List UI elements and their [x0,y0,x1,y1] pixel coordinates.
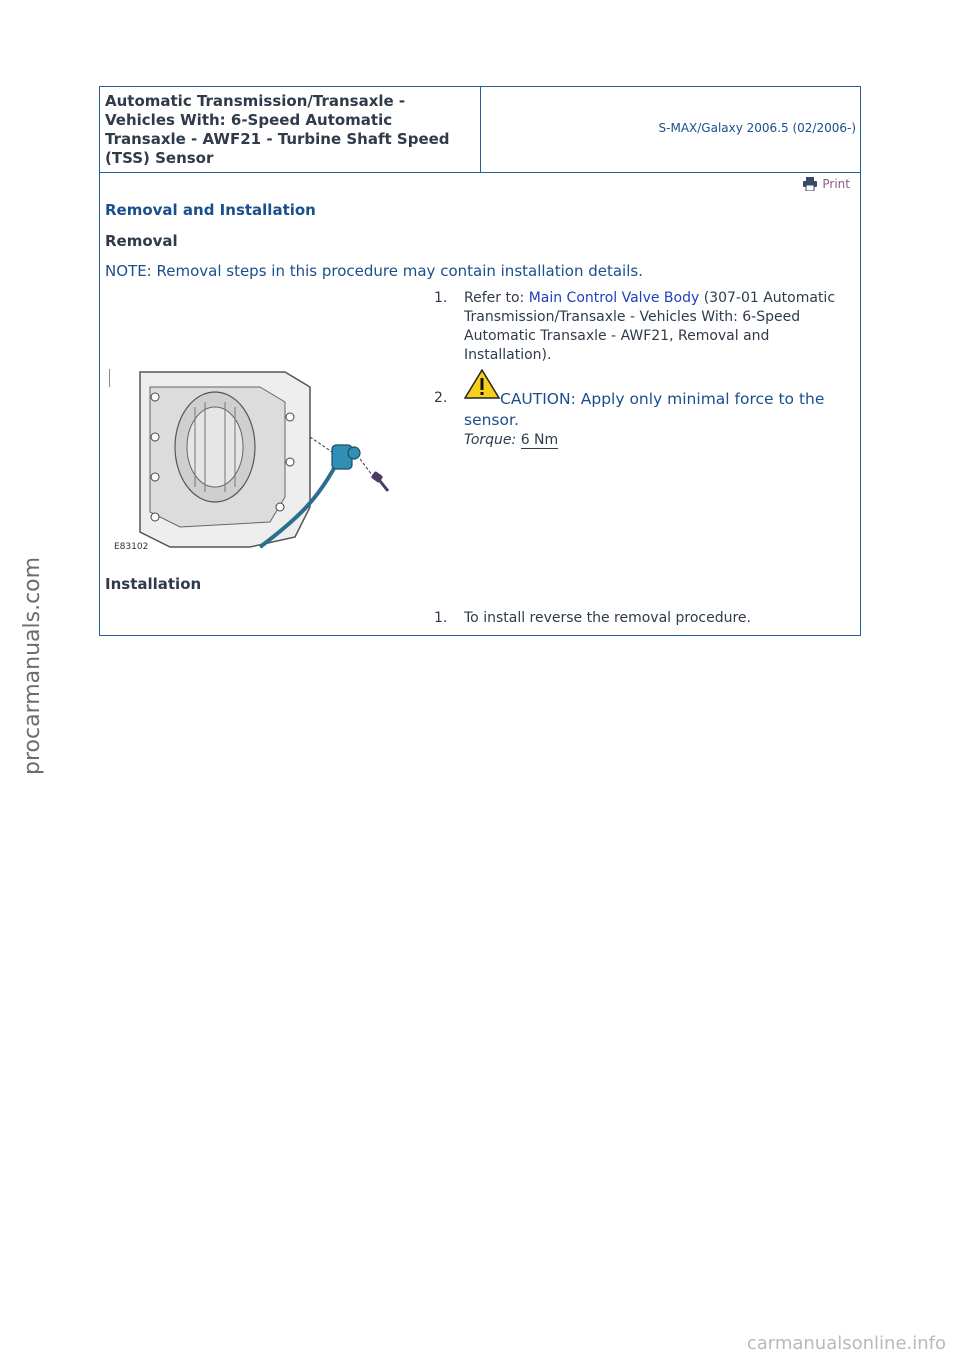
removal-note: NOTE: Removal steps in this procedure may contain installation details. [105,262,643,280]
step-number: 1. [434,610,448,626]
procedure-document [99,86,861,636]
printer-icon [802,177,818,191]
step-number: 1. [434,290,448,306]
removal-step-1 [434,289,844,365]
torque-value: 6 Nm [520,432,559,448]
document-header [100,87,860,173]
step-prefix: Refer to: [464,290,529,306]
torque-label: Torque: [464,432,517,448]
figure-label: E83102 [114,542,149,552]
sensor-illustration [110,367,400,553]
removal-heading: Removal [105,232,178,250]
print-label: Print [822,177,850,191]
side-watermark: procarmanuals.com [20,556,45,775]
page-title: Automatic Transmission/Transaxle - Vehicles With: 6-Speed Automatic Transaxle - AWF21 - Turbine Shaft Speed (TSS) Sensor [105,92,450,167]
step-suffix: (307-01 Automatic Transmission/Transaxle - Vehicles With: 6-Speed Automatic Transaxle - AWF21, Removal and Installation). [464,290,836,363]
installation-step-1 [434,609,844,628]
main-control-valve-body-link[interactable]: Main Control Valve Body [528,290,700,306]
print-button[interactable] [802,177,850,191]
step-text: To install reverse the removal procedure. [464,610,751,626]
header-divider [480,87,481,172]
removal-step-2 [434,369,844,450]
bottom-watermark: carmanualsonline.info [746,1333,946,1354]
warning-icon [464,369,500,399]
installation-heading: Installation [105,575,202,593]
caution-text: CAUTION: Apply only minimal force to the sensor. [464,390,825,429]
step-number: 2. [434,390,448,406]
section-title: Removal and Installation [105,201,316,219]
vehicle-model: S-MAX/Galaxy 2006.5 (02/2006-) [658,121,856,135]
